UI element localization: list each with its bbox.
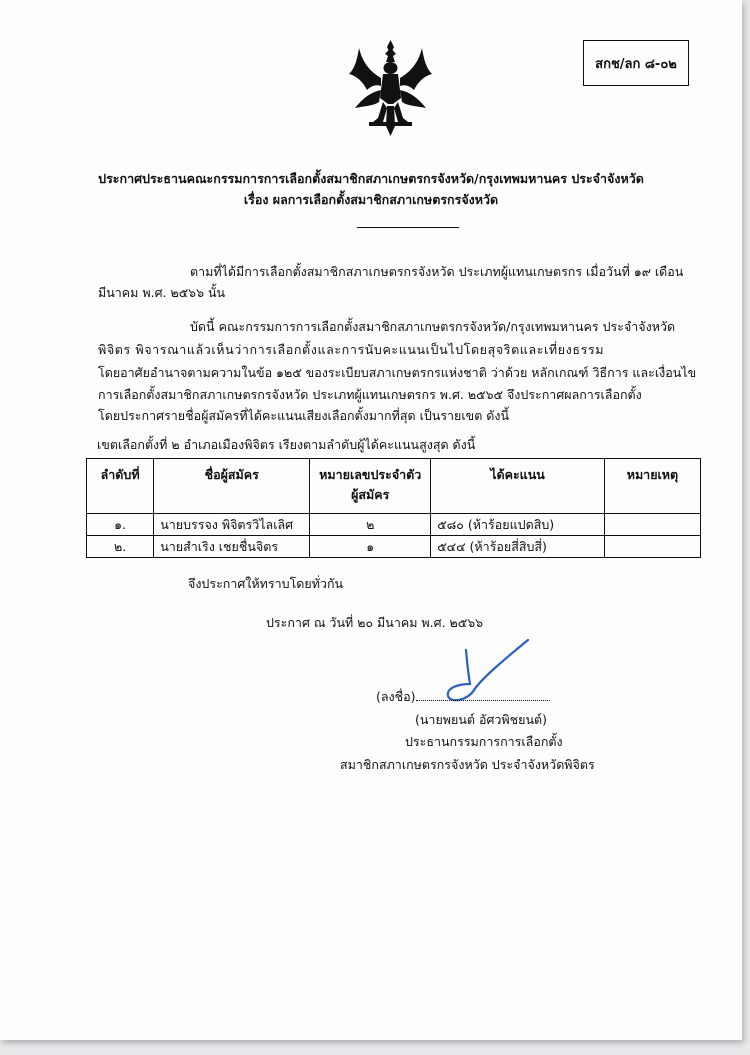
cell-rank: ๒.	[87, 536, 154, 558]
paragraph-2-line: การเลือกตั้งสมาชิกสภาเกษตรกรจังหวัด ประเภทผู้แทนเกษตรกร พ.ศ. ๒๕๖๕ จึงประกาศผลการเลือกตั้ง	[98, 387, 642, 402]
paragraph-1-line: ตามที่ได้มีการเลือกตั้งสมาชิกสภาเกษตรกรจังหวัด ประเภทผู้แทนเกษตรกร เมื่อวันที่ ๑๙ เดือน	[190, 264, 684, 279]
results-table	[86, 458, 701, 558]
announcement-subject: เรื่อง ผลการเลือกตั้งสมาชิกสภาเกษตรกรจังหวัด	[243, 192, 499, 207]
signature-prefix: (ลงชื่อ)	[376, 689, 416, 704]
cell-name: นายบรรจง พิจิตรวิไลเลิศ	[154, 514, 310, 536]
garuda-emblem-icon	[343, 38, 438, 138]
announcement-title: ประกาศประธานคณะกรรมการการเลือกตั้งสมาชิกสภาเกษตรกรจังหวัด/กรุงเทพมหานคร ประจำจังหวัด	[98, 171, 644, 186]
cell-score: ๕๘๐ (ห้าร้อยแปดสิบ)	[431, 514, 605, 536]
signature-line	[416, 700, 550, 701]
cell-rank: ๑.	[87, 514, 154, 536]
cell-note	[604, 536, 700, 558]
header-rank: ลำดับที่	[87, 459, 154, 514]
handwritten-signature	[436, 636, 536, 706]
announcement-date: ประกาศ ณ วันที่ ๒๐ มีนาคม พ.ศ. ๒๕๖๖	[266, 615, 484, 630]
cell-note	[604, 514, 700, 536]
cell-score: ๕๔๔ (ห้าร้อยสี่สิบสี่)	[431, 536, 605, 558]
signer-position: สมาชิกสภาเกษตรกรจังหวัด ประจำจังหวัดพิจิตร	[340, 757, 595, 772]
paragraph-2-line: บัดนี้ คณะกรรมการการเลือกตั้งสมาชิกสภาเกษตรกรจังหวัด/กรุงเทพมหานคร ประจำจังหวัด	[190, 319, 676, 334]
district-heading: เขตเลือกตั้งที่ ๒ อำเภอเมืองพิจิตร เรียงตามลำดับผู้ได้คะแนนสูงสุด ดังนี้	[97, 437, 476, 452]
header-number-line1: หมายเลขประจำตัว	[319, 467, 422, 482]
paragraph-2-line: โดยประกาศรายชื่อผู้สมัครที่ได้คะแนนเสียงเลือกตั้งมากที่สุด เป็นรายเขต ดังนี้	[98, 408, 510, 423]
signer-position: ประธานกรรมการการเลือกตั้ง	[405, 734, 563, 749]
paragraph-2-line: พิจิตร พิจารณาแล้วเห็นว่าการเลือกตั้งและการนับคะแนนเป็นไปโดยสุจริตและเที่ยงธรรม	[98, 342, 605, 357]
cell-name: นายสำเริง เชยชื่นจิตร	[154, 536, 310, 558]
form-code-box: สกช/ลก ๘-๐๒	[583, 40, 689, 86]
cell-number: ๒	[310, 514, 431, 536]
paragraph-2-line: โดยอาศัยอำนาจตามความในข้อ ๑๒๕ ของระเบียบสภาเกษตรกรแห่งชาติ ว่าด้วย หลักเกณฑ์ วิธีการ และเงื่อนไข	[98, 365, 697, 380]
paragraph-1-line: มีนาคม พ.ศ. ๒๕๖๖ นั้น	[98, 285, 226, 300]
cell-number: ๑	[310, 536, 431, 558]
header-number	[310, 459, 431, 514]
signer-name: (นายพยนต์ อัศวพิชยนต์)	[415, 712, 548, 727]
header-score: ได้คะแนน	[431, 459, 605, 514]
table-header-row	[87, 459, 701, 514]
header-note: หมายเหตุ	[604, 459, 700, 514]
table-row	[87, 514, 701, 536]
header-name: ชื่อผู้สมัคร	[154, 459, 310, 514]
header-number-line2: ผู้สมัคร	[351, 487, 390, 502]
closing-statement: จึงประกาศให้ทราบโดยทั่วกัน	[188, 576, 344, 591]
title-divider	[357, 227, 459, 228]
table-row	[87, 536, 701, 558]
